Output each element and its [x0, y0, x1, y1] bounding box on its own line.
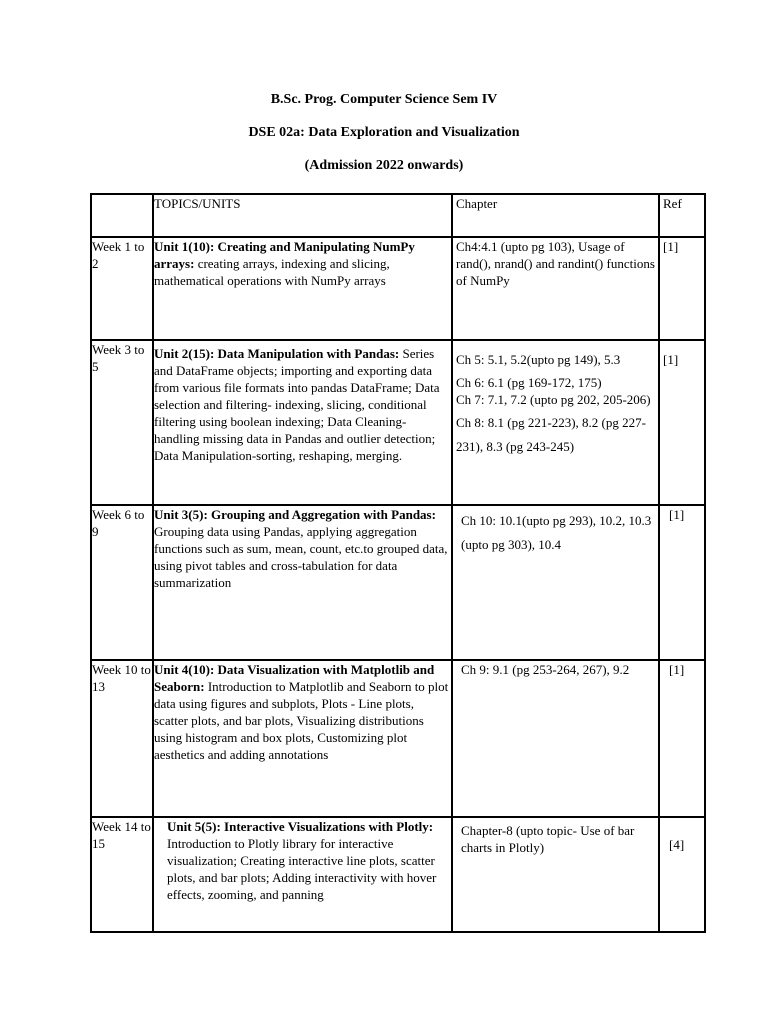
chapter-line: Ch 10: 10.1(upto pg 293), 10.2, 10.3 (upto pg 303), 10.4 — [461, 513, 652, 552]
unit-description: Introduction to Matplotlib and Seaborn to plot data using figures and subplots, Plots - Line plots, scatter plots, and bar plots, Visualizing distributions using histogram and box plots, Customizing plot aesthetics and adding annotations — [154, 679, 449, 762]
week-cell: Week 1 to 2 — [91, 237, 153, 340]
table-row — [91, 660, 705, 817]
unit-description: Introduction to Plotly library for interactive visualization; Creating interactive line plots, scatter plots, and bar plots; Adding interactivity with hover effects, zooming, and panning — [167, 836, 437, 902]
topic-cell — [153, 505, 452, 660]
document-title: B.Sc. Prog. Computer Science Sem IV — [270, 92, 498, 107]
chapter-cell — [452, 340, 659, 505]
unit-description: Grouping data using Pandas, applying aggregation functions such as sum, mean, count, etc.to grouped data, using pivot tables and cross-tabulation for data summarization — [154, 524, 448, 590]
ref-cell: [4] — [659, 817, 705, 932]
course-title: DSE 02a: Data Exploration and Visualization — [248, 125, 520, 140]
ref-cell: [1] — [659, 505, 705, 660]
week-cell: Week 10 to 13 — [91, 660, 153, 817]
chapter-line: Ch 7: 7.1, 7.2 (upto pg 202, 205-206) — [456, 392, 651, 407]
chapter-line: Chapter-8 (upto topic- Use of bar charts in Plotly) — [461, 823, 635, 855]
header-chapter: Chapter — [452, 194, 659, 237]
header-week — [91, 194, 153, 237]
chapter-cell — [452, 237, 659, 340]
unit-title: Unit 2(15): Data Manipulation with Pandas: — [154, 346, 400, 361]
table-header-row — [91, 194, 705, 237]
topic-cell — [153, 817, 452, 932]
topic-cell — [153, 340, 452, 505]
ref-cell: [1] — [659, 237, 705, 340]
ref-cell: [1] — [659, 340, 705, 505]
chapter-cell — [452, 660, 659, 817]
table-row — [91, 817, 705, 932]
chapter-line: Ch 8: 8.1 (pg 221-223), 8.2 (pg 227-231), 8.3 (pg 243-245) — [456, 415, 646, 454]
table-row — [91, 340, 705, 505]
week-cell: Week 3 to 5 — [91, 340, 153, 505]
table-row — [91, 237, 705, 340]
week-cell: Week 14 to 15 — [91, 817, 153, 932]
chapter-cell — [452, 817, 659, 932]
syllabus-table — [90, 193, 706, 933]
unit-title: Unit 4(10): Data Visualization with Matplotlib and Seaborn: — [154, 662, 435, 694]
chapter-line: Ch 9: 9.1 (pg 253-264, 267), 9.2 — [461, 662, 630, 677]
unit-description: creating arrays, indexing and slicing, mathematical operations with NumPy arrays — [154, 256, 390, 288]
topic-cell — [153, 660, 452, 817]
unit-description: Series and DataFrame objects; importing and exporting data from various file formats into pandas DataFrame; Data selection and filtering- indexing, slicing, conditional filtering using boolean indexing; Data Cleaning- handling missing data in Pandas and outlier detection; Data Manipulation-sorting, reshaping, merging. — [154, 346, 440, 463]
unit-title: Unit 1(10): Creating and Manipulating NumPy arrays: — [154, 239, 415, 271]
week-cell: Week 6 to 9 — [91, 505, 153, 660]
admission-note: (Admission 2022 onwards) — [304, 158, 464, 173]
chapter-line: Ch 5: 5.1, 5.2(upto pg 149), 5.3 — [456, 352, 621, 367]
unit-title: Unit 5(5): Interactive Visualizations with Plotly: — [167, 819, 434, 834]
ref-cell: [1] — [659, 660, 705, 817]
chapter-line: Ch4:4.1 (upto pg 103), Usage of rand(), nrand() and randint() functions of NumPy — [456, 239, 655, 288]
chapter-line: Ch 6: 6.1 (pg 169-172, 175) — [456, 375, 602, 390]
unit-title: Unit 3(5): Grouping and Aggregation with Pandas: — [154, 507, 436, 522]
header-topics: TOPICS/UNITS — [153, 194, 452, 237]
chapter-cell — [452, 505, 659, 660]
header-ref: Ref — [659, 194, 705, 237]
table-row — [91, 505, 705, 660]
topic-cell — [153, 237, 452, 340]
